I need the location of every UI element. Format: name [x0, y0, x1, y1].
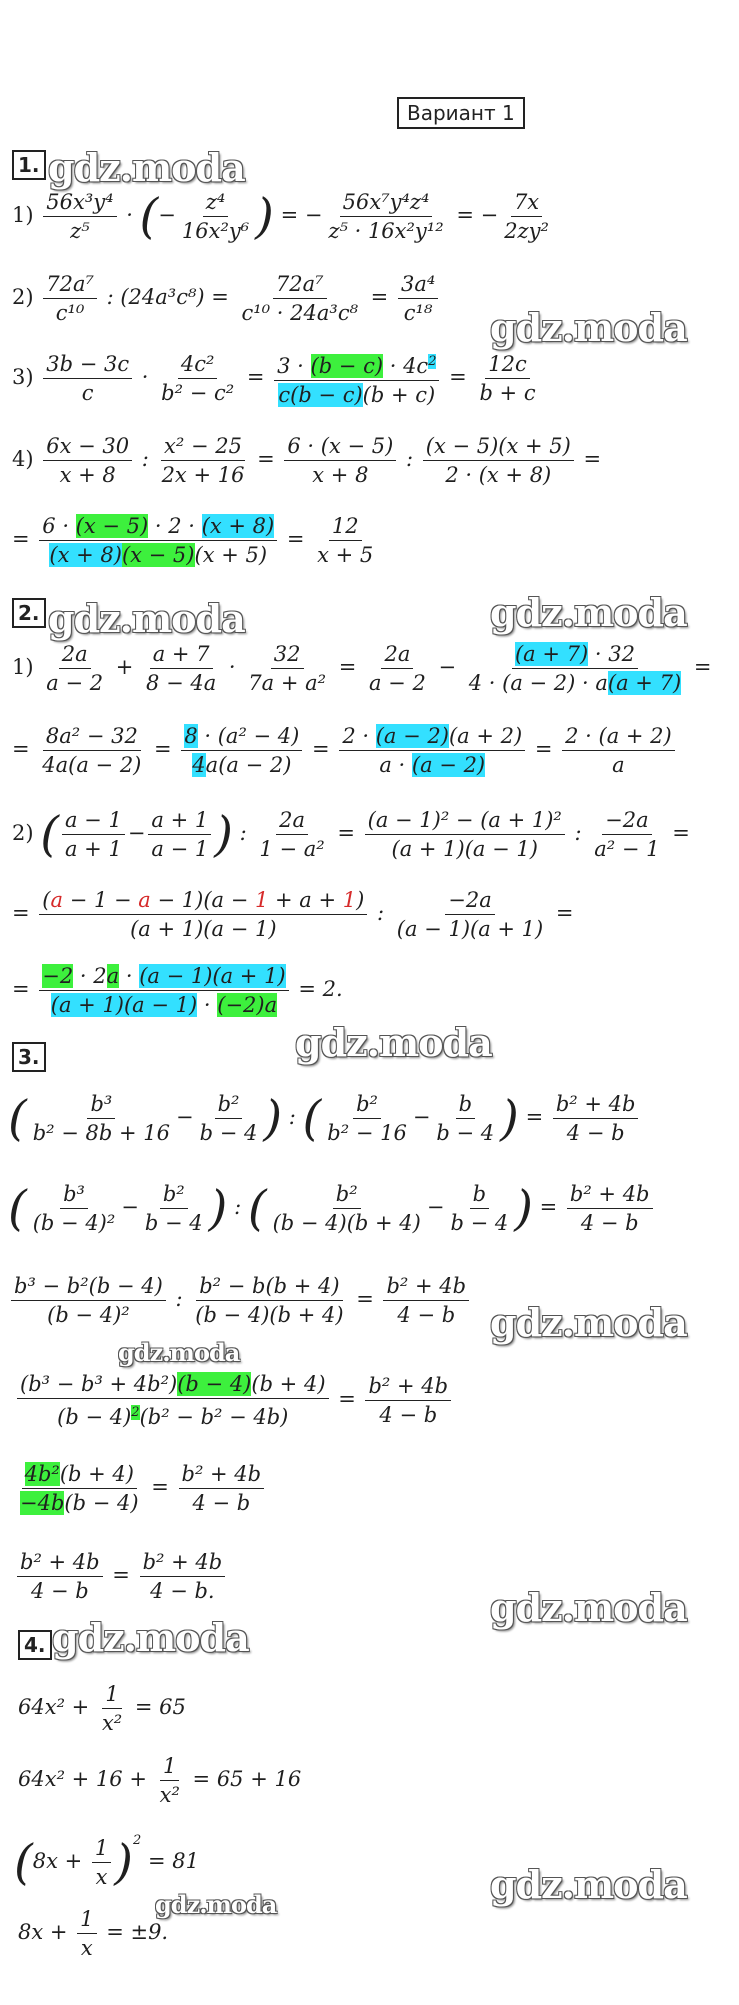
watermark: gdz.moda: [52, 1615, 249, 1660]
task1-line-4: 4) $\frac{6x - 30}{x + 8}$ : $\frac{\text{x² − 25}}{2x + 16}$ = $\frac{6 \cdot (x - 5)}{x + 8}$ : $\frac{(x - 5)(x + 5)}{2 \cdot (x + 8)}$ =: [12, 434, 602, 487]
task2-line-2: = $\frac{\text{8a² − 32}}{4a(a - 2)}$ = $\frac{\text{8 · (a² − 4)}}{4a(a - 2)}$ = $\frac{2 \cdot (a - 2)(a + 2)}{a \cdot (a - 2)}$ = $\frac{2 \cdot (a + 2)}{a}$: [12, 722, 678, 779]
task1-line-1: 1) $\frac{\text{56x³y⁴}}{\text{z⁵}}$ · (− $\frac{\text{z⁴}}{\text{16x²y⁶}}$ ) = − $\frac{\text{56x⁷y⁴z⁴}}{\text{z⁵ · 16x²y¹²}}$ = − $\frac{7x}{\text{2zy²}}$: [12, 188, 549, 245]
watermark: gdz.moda: [490, 305, 687, 350]
task1-line-5: = $\frac{6 \cdot (x - 5) \cdot 2 \cdot (x + 8)}{(x + 8)(x - 5)(x + 5)}$ = $\frac{12}{x + 5}$: [12, 514, 374, 567]
task2-line-4: = $\frac{(a - 1 - a - 1)(a - 1 + a + 1)}{(a + 1)(a - 1)}$ : $\frac{-2a}{(a - 1)(a + 1)}$ =: [12, 888, 574, 941]
watermark: gdz.moda: [490, 590, 687, 635]
task2-line-5: = $\frac{-2 \cdot 2a \cdot (a - 1)(a + 1)}{(a + 1)(a - 1) \cdot (-2)a}$ = 2.: [12, 964, 343, 1017]
task3-line-5: $\frac{\text{4b²(b + 4)}}{-4b(b - 4)}$ = $\frac{\text{b² + 4b}}{4 - b}$: [14, 1460, 267, 1517]
task2-line-3: 2) ( $\frac{a - 1}{a + 1}$ − $\frac{a + 1}{a - 1}$ ) : $\frac{2a}{\text{1 − a²}}$ = $\frac{\text{(a − 1)² − (a + 1)²}}{(a + 1)(a - 1)}$ : $\frac{-2a}{\text{a² − 1}}$ =: [12, 806, 690, 863]
watermark: gdz.moda: [48, 596, 245, 641]
task4-line-3: (8x + $\frac{1}{x}$ )$^2$ = 81: [14, 1833, 199, 1891]
watermark: gdz.moda: [490, 1862, 687, 1907]
task3-line-1: ( $\frac{\text{b³}}{\text{b² − 8b + 16}}$ − $\frac{\text{b²}}{b - 4}$ ) : ( $\frac{\text{b²}}{\text{b² − 16}}$ − $\frac{b}{b - 4}$ ) = $\frac{\text{b² + 4b}}{4 - b}$: [8, 1090, 641, 1147]
task3-line-3: $\frac{\text{b³ − b²(b − 4)}}{\text{(b − 4)²}}$ : $\frac{\text{b² − b(b + 4)}}{(b - 4)(b + 4)}$ = $\frac{\text{b² + 4b}}{4 - b}$: [8, 1272, 472, 1329]
watermark: gdz.moda: [155, 1890, 277, 1919]
watermark: gdz.moda: [118, 1338, 240, 1367]
task-number-1: 1.: [12, 150, 46, 180]
task-number-4: 4.: [18, 1630, 52, 1660]
task4-line-2: 64x² + 16 + $\frac{1}{\text{x²}}$ = 65 + 16: [18, 1754, 302, 1807]
watermark: gdz.moda: [295, 1020, 492, 1065]
watermark: gdz.moda: [490, 1300, 687, 1345]
task4-line-1: 64x² + $\frac{1}{\text{x²}}$ = 65: [18, 1682, 186, 1735]
task1-line-2: 2) $\frac{\text{72a⁷}}{\text{c¹⁰}}$ : (24a³c⁸) = $\frac{\text{72a⁷}}{\text{c¹⁰ · 24a³c⁸}}$ = $\frac{\text{3a⁴}}{\text{c¹⁸}}$: [12, 270, 441, 327]
variant-title: Вариант 1: [397, 97, 525, 129]
watermark: gdz.moda: [490, 1585, 687, 1630]
watermark: gdz.moda: [48, 145, 245, 190]
task3-line-2: ( $\frac{\text{b³}}{\text{(b − 4)²}}$ − $\frac{\text{b²}}{b - 4}$ ) : ( $\frac{\text{b²}}{(b - 4)(b + 4)}$ − $\frac{b}{b - 4}$ ) = $\frac{\text{b² + 4b}}{4 - b}$: [8, 1180, 656, 1237]
task-number-3: 3.: [12, 1042, 46, 1072]
task4-line-4: 8x + $\frac{1}{x}$ = ±9.: [18, 1907, 169, 1960]
task2-line-1: 1) $\frac{2a}{a - 2}$ + $\frac{a + 7}{8 - 4a}$ · $\frac{32}{\text{7a + a²}}$ = $\frac{2a}{a - 2}$ − $\frac{(a + 7) \cdot 32}{4 \cdot (a - 2) \cdot a(a + 7)}$ =: [12, 642, 712, 695]
task3-line-6: $\frac{\text{b² + 4b}}{4 - b}$ = $\frac{\text{b² + 4b}}{4 - b.}$: [14, 1548, 228, 1605]
task3-line-4: $\frac{\text{(b³ − b³ + 4b²)(b − 4)(b + 4)}}{(b - 4)^2(b^2 - b^2 - 4b)}$ = $\frac{\text{b² + 4b}}{4 - b}$: [14, 1370, 454, 1431]
task-number-2: 2.: [12, 598, 46, 628]
task1-line-3: 3) $\frac{3b - 3c}{c}$ · $\frac{\text{4c²}}{\text{b² − c²}}$ = $\frac{3 \cdot (b - c) \cdot 4c^2}{c(b - c)(b + c)}$ = $\frac{12c}{b + c}$: [12, 348, 542, 409]
